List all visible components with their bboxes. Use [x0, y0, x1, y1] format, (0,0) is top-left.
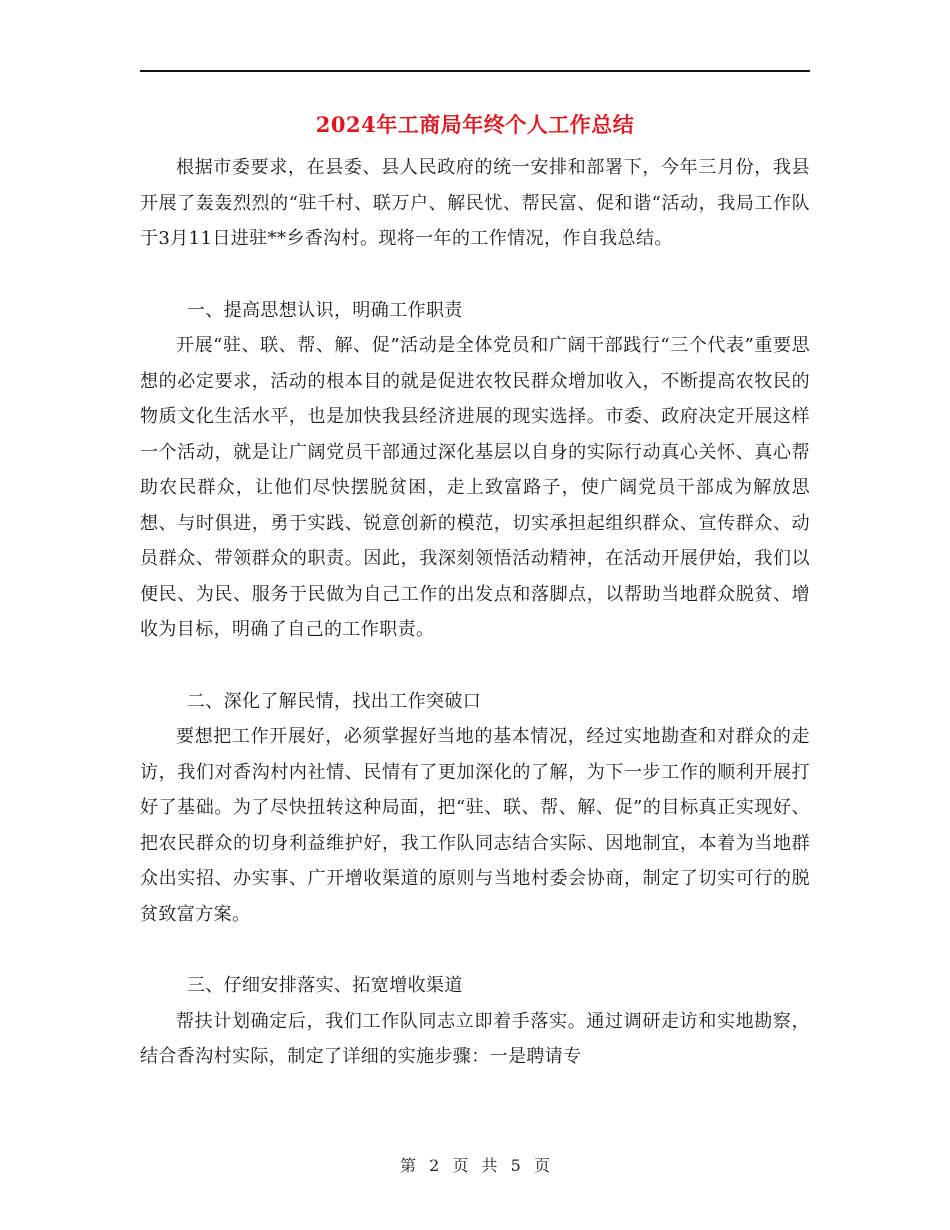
document-body — [140, 150, 810, 1075]
footer-prefix: 第 — [400, 1156, 417, 1175]
section-heading-3: 三、仔细安排落实、拓宽增收渠道 — [186, 975, 463, 996]
paragraph-spacer — [140, 257, 810, 293]
footer-page-label: 页 — [452, 1156, 469, 1175]
footer-total-pages: 5 — [510, 1156, 521, 1175]
paragraph-spacer — [140, 648, 810, 684]
section-body-1: 开展“驻、联、帮、解、促”活动是全体党员和广阔干部践行“三个代表”重要思想的必定要求，活动的根本目的就是促进农牧民群众增加收入，不断提高农牧民的物质文化生活水平，也是加快我县经济进展的现实选择。市委、政府决定开展这样一个活动，就是让广阔党员干部通过深化基层以自身的实际行动真心关怀、真心帮助农民群众，让他们尽快摆脱贫困，走上致富路子，使广阔党员干部成为解放思想、与时俱进，勇于实践、锐意创新的模范，切实承担起组织群众、宣传群众、动员群众、带领群众的职责。因此，我深刻领悟活动精神，在活动开展伊始，我们以便民、为民、服务于民做为自己工作的出发点和落脚点，以帮助当地群众脱贫、增收为目标，明确了自己的工作职责。 — [140, 335, 810, 640]
footer-total-label: 共 — [481, 1156, 498, 1175]
section-body-2: 要想把工作开展好，必须掌握好当地的基本情况，经过实地勘查和对群众的走访，我们对香沟村内社情、民情有了更加深化的了解，为下一步工作的顺利开展打好了基础。为了尽快扭转这种局面，把“驻、联、帮、解、促”的目标真正实现好、把农民群众的切身利益维护好，我工作队同志结合实际、因地制宜，本着为当地群众出实招、办实事、广开增收渠道的原则与当地村委会协商，制定了切实可行的脱贫致富方案。 — [140, 726, 810, 925]
section-heading-1: 一、提高思想认识，明确工作职责 — [186, 299, 463, 321]
document-title: 2024年工商局年终个人工作总结 — [315, 112, 635, 137]
footer-page-number: 2 — [429, 1156, 440, 1175]
intro-paragraph: 根据市委要求，在县委、县人民政府的统一安排和部署下，今年三月份，我县开展了轰轰烈烈的“驻千村、联万户、解民忧、帮民富、促和谐“活动，我局工作队于3月11日进驻**乡香沟村。现将一年的工作情况，作自我总结。 — [140, 157, 810, 249]
page-footer — [0, 1154, 950, 1178]
header-rule — [140, 70, 810, 72]
paragraph-spacer — [140, 932, 810, 968]
section-heading-2: 二、深化了解民情，找出工作突破口 — [186, 690, 482, 712]
section-body-3: 帮扶计划确定后，我们工作队同志立即着手落实。通过调研走访和实地勘察，结合香沟村实际，制定了详细的实施步骤：一是聘请专 — [140, 1010, 810, 1067]
footer-suffix: 页 — [533, 1156, 550, 1175]
